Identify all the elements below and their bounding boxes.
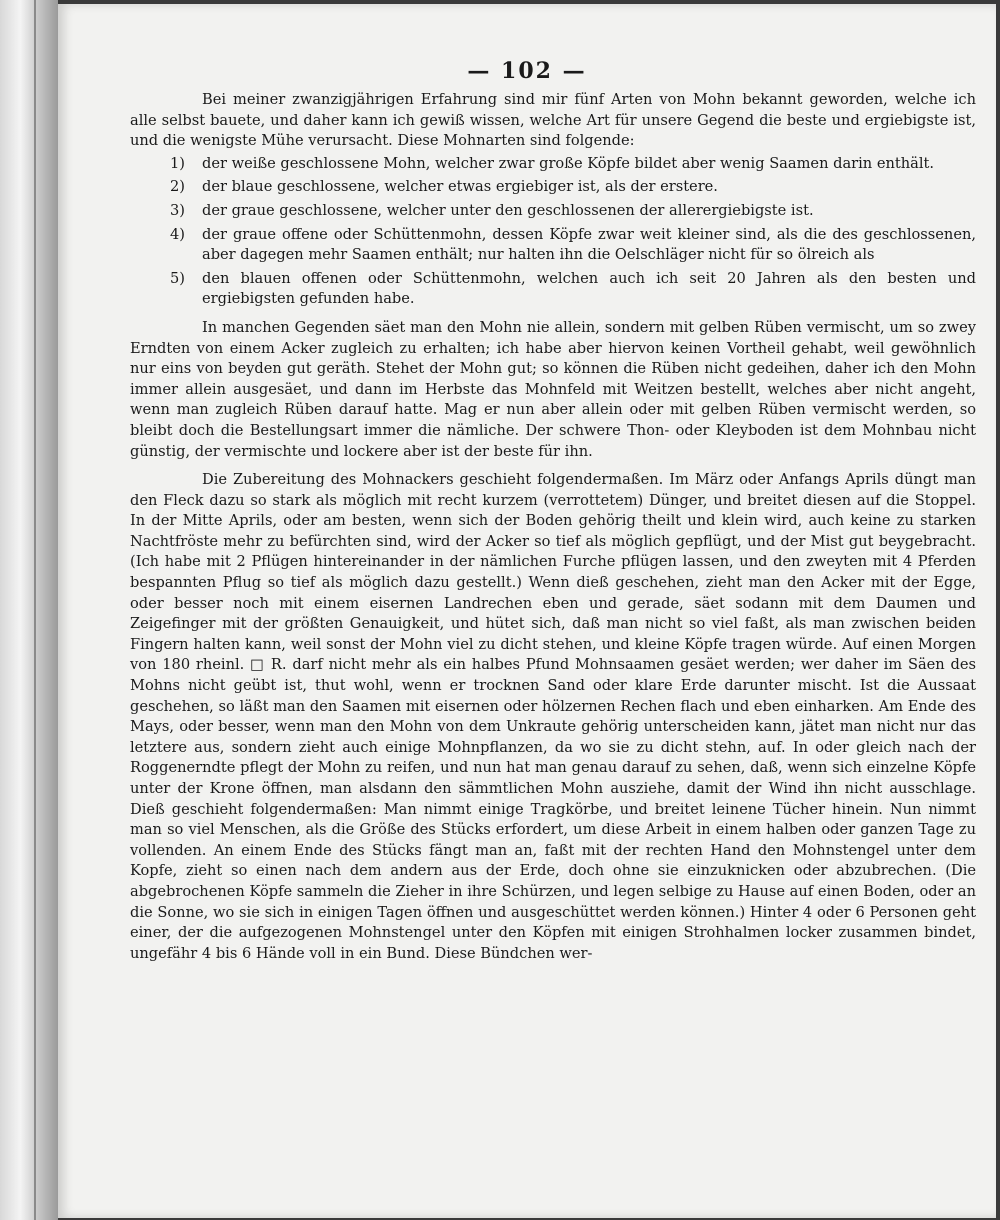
list-item-text: der blaue geschlossene, welcher etwas ergiebiger ist, als der erstere. bbox=[202, 178, 718, 196]
list-item-number: 2) bbox=[170, 178, 185, 196]
paragraph-field-preparation: Die Zubereitung des Mohnackers geschieht folgendermaßen. Im März oder Anfangs Aprils düngt man den Fleck dazu so stark als möglich mit recht kurzem (verrottetem) Dünger, und breitet diesen auf die Stoppel. In der Mitte Aprils, oder am besten, wenn sich der Boden gehörig theilt und klein wird, auch keine zu starken Nachtfröste mehr zu befürchten sind, wird der Acker so tief als möglich gepflügt, und der Mist gut beygebracht. (Ich habe mit 2 Pflügen hintereinander in der nämlichen Furche pflügen lassen, und den zweyten mit 4 Pferden bespannten Pflug so tief als möglich dazu gestellt.) Wenn dieß geschehen, zieht man den Acker mit der Egge, oder besser noch mit einem eisernen Landrechen eben und gerade, säet sodann mit dem Daumen und Zeigefinger mit der größten Genauigkeit, und hütet sich, daß man nicht so viel faßt, als man zwischen beiden Fingern halten kann, weil sonst der Mohn viel zu dicht stehen, und kleine Köpfe tragen würde. Auf einen Morgen von 180 rheinl. □ R. darf nicht mehr als ein halbes Pfund Mohnsaamen gesäet werden; wer daher im Säen des Mohns nicht geübt ist, thut wohl, wenn er trocknen Sand oder klare Erde darunter mischt. Ist die Aussaat geschehen, so läßt man den Saamen mit eisernen oder hölzernen Rechen flach und eben einharken. Am Ende des Mays, oder besser, wenn man den Mohn von dem Unkraute gehörig unterscheiden kann, jätet man nicht nur das letztere aus, sondern zieht auch einige Mohnpflanzen, da wo sie zu dicht stehn, auf. In oder gleich nach der Roggenerndte pflegt der Mohn zu reifen, und nun hat man genau darauf zu sehen, daß, wenn sich einzelne Köpfe unter der Krone öffnen, man alsdann den sämmtlichen Mohn ausziehe, damit der Wind ihn nicht ausschlage. Dieß geschieht folgendermaßen: Man nimmt einige Tragkörbe, und breitet leinene Tücher hinein. Nun nimmt man so viel Menschen, als die Größe des Stücks erfordert, um diese Arbeit in einem halben oder ganzen Tage zu vollenden. An einem Ende des Stücks fängt man an, faßt mit der rechten Hand den Mohnstengel unter dem Kopfe, zieht so einen nach dem andern aus der Erde, doch ohne sie einzuknicken oder abzubrechen. (Die abgebrochenen Köpfe sammeln die Zieher in ihre Schürzen, und legen selbige zu Hause auf einen Boden, oder an die Sonne, wo sie sich in einigen Tagen öffnen und ausgeschüttet werden können.) Hinter 4 oder 6 Personen geht einer, der die aufgezogenen Mohnstengel unter den Köpfen mit einigen Strohhalmen locker zusammen bindet, ungefähr 4 bis 6 Hände voll in ein Bund. Diese Bündchen wer- bbox=[130, 471, 976, 962]
list-item bbox=[130, 201, 976, 222]
book-page bbox=[58, 4, 996, 1218]
list-item-text: der weiße geschlossene Mohn, welcher zwar große Köpfe bildet aber wenig Saamen darin enthält. bbox=[202, 154, 934, 172]
page-number: — 102 — bbox=[467, 58, 587, 84]
list-item-number: 3) bbox=[170, 201, 185, 219]
list-item-number: 4) bbox=[170, 225, 185, 243]
list-item bbox=[130, 177, 976, 198]
list-item bbox=[130, 225, 976, 266]
list-item-number: 5) bbox=[170, 269, 185, 287]
list-item bbox=[130, 269, 976, 310]
list-item-text: der graue offene oder Schüttenmohn, dessen Köpfe zwar weit kleiner sind, als die des geschlossenen, aber dagegen mehr Saamen enthält; nur halten ihn die Oelschläger nicht für so ölreich als bbox=[202, 225, 976, 264]
list-item-text: den blauen offenen oder Schüttenmohn, welchen auch ich seit 20 Jahren als den besten und ergiebigsten gefunden habe. bbox=[202, 269, 976, 308]
list-item bbox=[130, 154, 976, 175]
intro-paragraph: Bei meiner zwanzigjährigen Erfahrung sind mir fünf Arten von Mohn bekannt geworden, welche ich alle selbst bauete, und daher kann ich gewiß wissen, welche Art für unsere Gegend die beste und ergiebigste ist, und die wenigste Mühe verursacht. Diese Mohnarten sind folgende: bbox=[130, 91, 976, 150]
list-item-number: 1) bbox=[170, 154, 185, 172]
book-spine bbox=[0, 0, 58, 1220]
spine-fold-line bbox=[34, 0, 36, 1220]
poppy-varieties-list bbox=[130, 154, 976, 310]
list-item-text: der graue geschlossene, welcher unter den geschlossenen der allerergiebigste ist. bbox=[202, 201, 814, 219]
paragraph-mixed-sowing: In manchen Gegenden säet man den Mohn nie allein, sondern mit gelben Rüben vermischt, um so zwey Erndten von einem Acker zugleich zu erhalten; ich habe aber hiervon keinen Vortheil gehabt, weil gewöhnlich nur eins von beyden gut geräth. Stehet der Mohn gut; so können die Rüben nicht gedeihen, daher ich den Mohn immer allein ausgesäet, und dann im Herbste das Mohnfeld mit Weitzen bestellt, welches aber nicht angeht, wenn man zugleich Rüben darauf hatte. Mag er nun aber allein oder mit gelben Rüben vermischt werden, so bleibt doch die Bestellungsart immer die nämliche. Der schwere Thon- oder Kleyboden ist dem Mohnbau nicht günstig, der vermischte und lockere aber ist der beste für ihn. bbox=[130, 318, 976, 460]
page-body bbox=[130, 90, 976, 964]
